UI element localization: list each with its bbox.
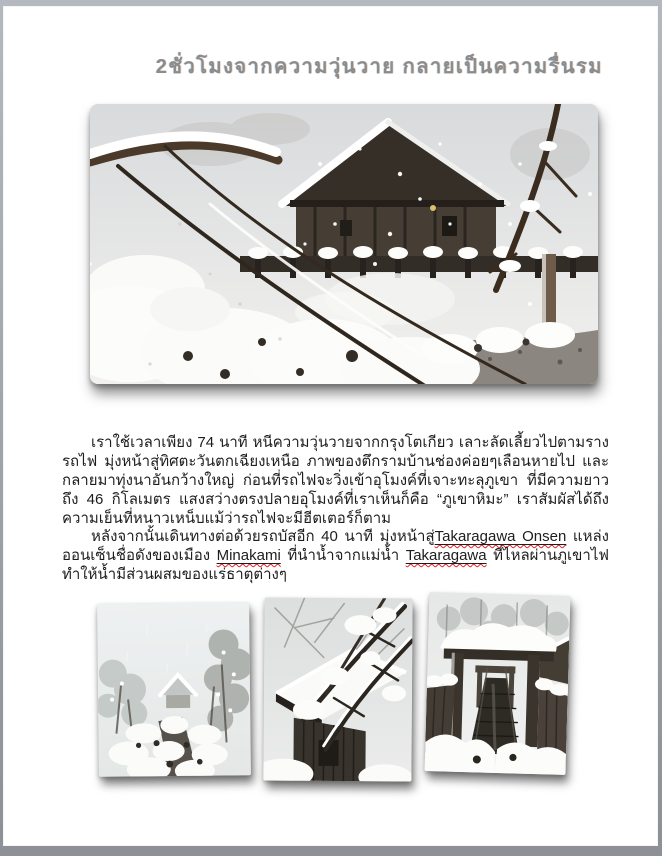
- misspelled-underlined-word: Minakami: [216, 547, 281, 564]
- thumb-photo-gate-bridge: [425, 592, 571, 775]
- thumb-photo-river-valley: [97, 602, 251, 777]
- page-title: 2ชั่วโมงจากความวุ่นวาย กลายเป็นความรื่นรม: [155, 56, 603, 78]
- hero-photo-snowy-onsen: [90, 104, 598, 384]
- misspelled-underlined-word: Takaragawa Onsen: [434, 528, 567, 545]
- misspelled-underlined-word: Takaragawa: [405, 547, 487, 564]
- document-page: [3, 6, 658, 846]
- paragraph-train-journey: เราใช้เวลาเพียง 74 นาที หนีความวุ่นวายจากกรุงโตเกียว เลาะลัดเลี้ยวไปตามรางรถไฟ มุ่งหน้าสู่ทิศตะวันตกเฉียงเหนือ ภาพของตึกรามบ้านช่องค่อยๆเลือนหายไป และกลายมาทุ่งนาอันกว้างใหญ่ ก่อนที่รถไฟจะวิ่งเข้าอุโมงค์ที่เจาะทะลุภูเขา ที่มีความยาวถึง 46 กิโลเมตร แสงสว่างตรงปลายอุโมงค์ที่เราเห็นก็คือ “ภูเขาหิมะ” เราสัมผัสได้ถึงความเย็นที่หนาวเหน็บแม้ว่ารถไฟจะมีฮีตเตอร์ก็ตาม: [62, 434, 609, 527]
- paragraph-bus-onsen: หลังจากนั้นเดินทางต่อด้วยรถบัสอีก 40 นาที มุ่งหน้าสู่Takaragawa Onsen แหล่งออนเซ็นชื่อดังของเมือง Minakami ที่นำน้ำจากแม่น้ำ Takaragawa ที่ไหลผ่านภูเขาไฟทำให้น้ำมีส่วนผสมของแร่ธาตุต่างๆ: [62, 528, 609, 583]
- thumb-photo-snowy-hut: [263, 597, 412, 781]
